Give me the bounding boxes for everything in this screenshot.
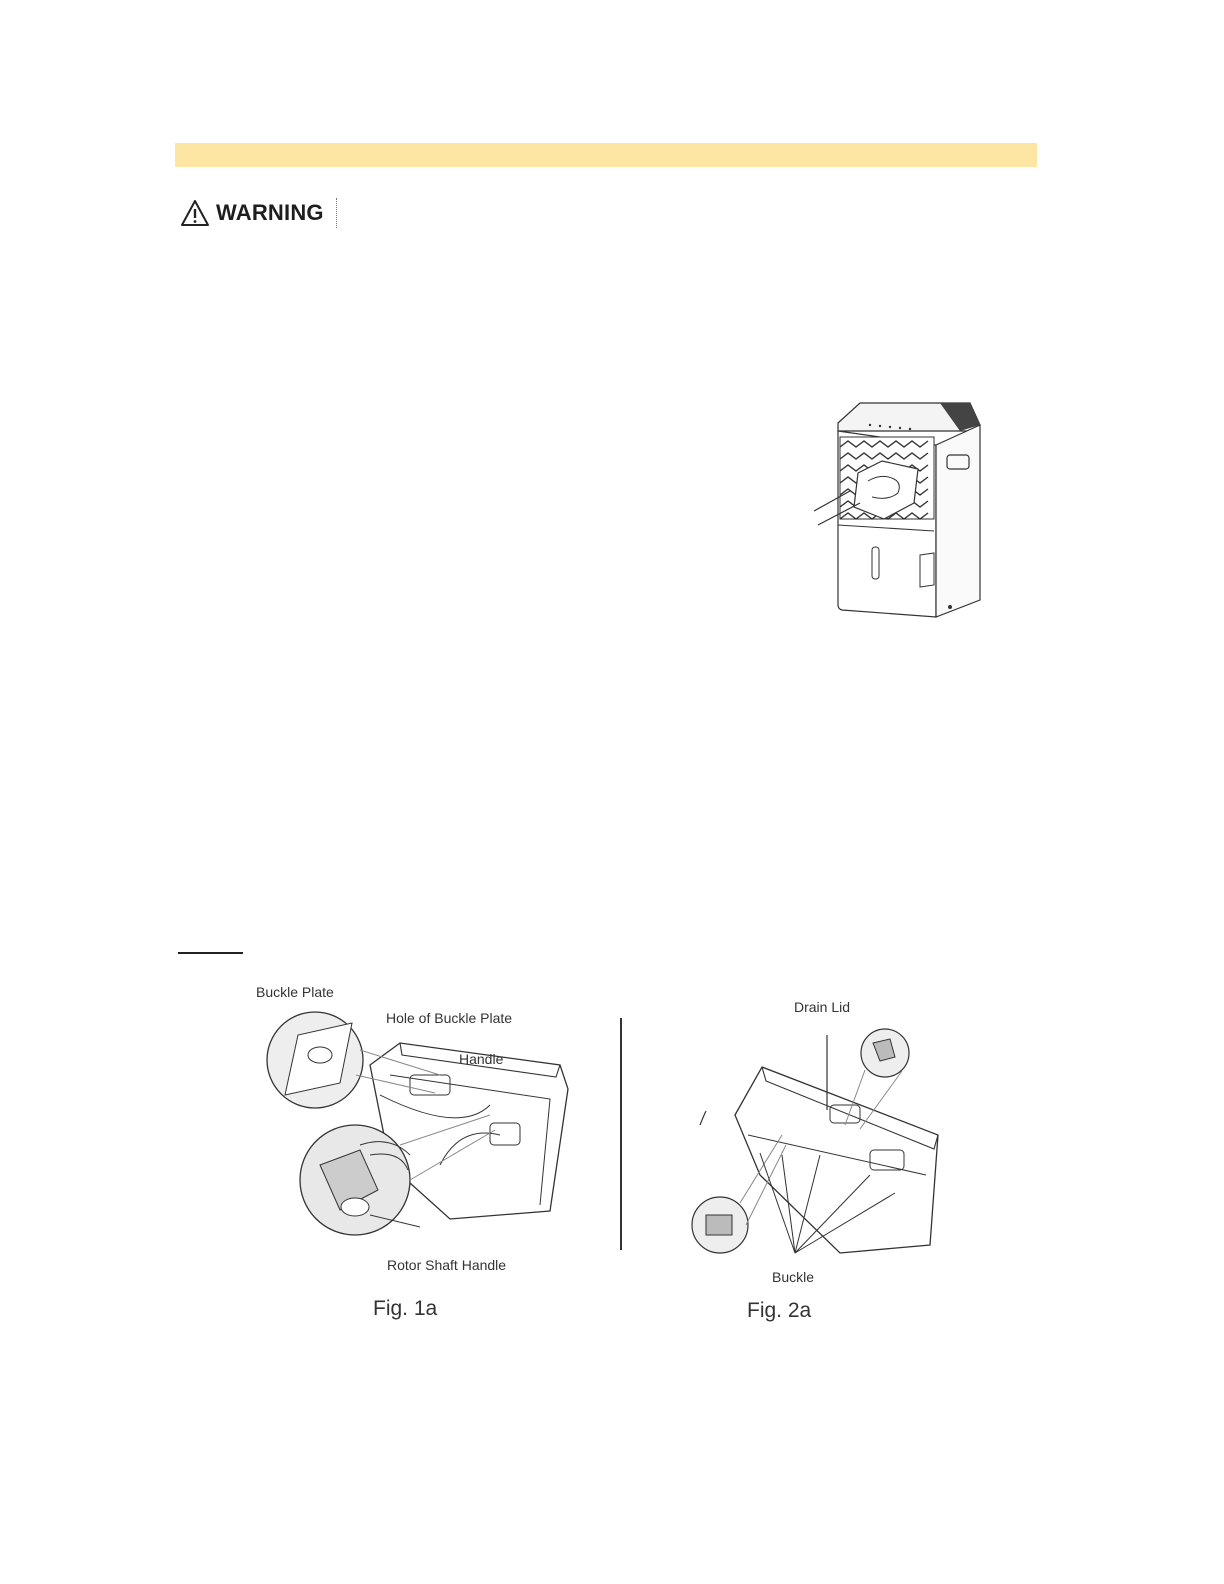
- fig2a-illustration: [690, 1025, 950, 1265]
- fig1a-illustration: [260, 1005, 580, 1245]
- figure-divider: [620, 1018, 622, 1250]
- dehumidifier-cleaning-illustration: [810, 395, 990, 625]
- fig1a-label-rotor-shaft-handle: Rotor Shaft Handle: [387, 1257, 507, 1273]
- fig2a-label-buckle: Buckle: [772, 1269, 815, 1285]
- warning-triangle-icon: [180, 199, 210, 227]
- fig2a-label-drain-lid: Drain Lid: [794, 999, 851, 1015]
- warning-label: WARNING: [216, 200, 324, 225]
- section-header-bar: [175, 143, 1037, 167]
- fig1a-label-handle: Handle: [459, 1051, 504, 1067]
- fig2a-caption: Fig. 2a: [747, 1299, 812, 1322]
- fig1a-label-hole-of-buckle-plate: Hole of Buckle Plate: [386, 1010, 513, 1026]
- figures-section-rule: [178, 952, 243, 954]
- fig1a-caption: Fig. 1a: [373, 1297, 438, 1320]
- warning-heading: [180, 196, 337, 230]
- fig1a-label-buckle-plate: Buckle Plate: [256, 984, 334, 1000]
